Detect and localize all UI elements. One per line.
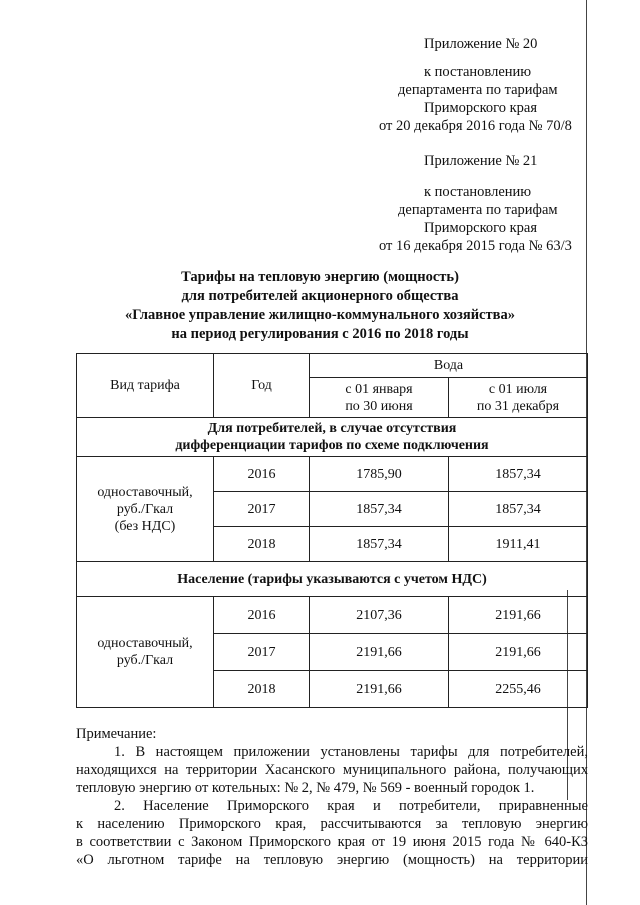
value-h1-cell: 2107,36 (310, 597, 449, 634)
appendix-20-line-1: к постановлению (424, 64, 532, 80)
table-row (77, 457, 588, 492)
value-h2-cell: 1911,41 (449, 527, 588, 562)
col-header-h2: с 01 июля по 31 декабря (449, 378, 588, 418)
value-h1-cell: 1857,34 (310, 527, 449, 562)
value-h2-cell: 2255,46 (449, 671, 588, 708)
header-row-1 (77, 354, 588, 378)
doc-title-line-2: для потребителей акционерного общества (181, 288, 459, 304)
doc-title-line-1: Тарифы на тепловую энергию (мощность) (181, 269, 459, 285)
col-header-h1: с 01 января по 30 июня (310, 378, 449, 418)
section-row-1 (77, 418, 588, 457)
appendix-21-line-3: Приморского края (424, 220, 538, 236)
value-h2-cell: 1857,34 (449, 492, 588, 527)
note-p2-line-4: «О льготном тарифе на тепловую энергию (мощность) на территории (76, 852, 588, 868)
appendix-21-line-1: к постановлению (424, 184, 532, 200)
tariff-type-cell: одноставочный, руб./Гкал (77, 597, 214, 708)
tariff-type-cell: одноставочный, руб./Гкал (без НДС) (77, 457, 214, 562)
doc-title-line-3: «Главное управление жилищно-коммунального хозяйства» (125, 307, 515, 323)
section-header-2: Население (тарифы указываются с учетом НДС) (77, 562, 588, 597)
note-p2-line-2: к населению Приморского края, рассчитываются за тепловую энергию (76, 816, 588, 832)
tariff-table (76, 353, 588, 708)
note-heading: Примечание: (76, 726, 157, 742)
year-cell: 2016 (214, 457, 310, 492)
year-cell: 2017 (214, 492, 310, 527)
table-row (77, 597, 588, 634)
section-header-1: Для потребителей, в случае отсутствия дифференциации тарифов по схеме подключения (77, 418, 588, 457)
appendix-20-line-3: Приморского края (424, 100, 538, 116)
value-h2-cell: 2191,66 (449, 634, 588, 671)
col-header-type: Вид тарифа (77, 354, 214, 418)
note-p2-line-3: в соответствии с Законом Приморского края от 19 июня 2015 года № 640-КЗ (76, 834, 588, 850)
appendix-21-line-2: департамента по тарифам (398, 202, 558, 218)
appendix-21-line-4: от 16 декабря 2015 года № 63/3 (379, 238, 572, 254)
appendix-20-title: Приложение № 20 (424, 36, 538, 52)
value-h2-cell: 2191,66 (449, 597, 588, 634)
value-h1-cell: 1857,34 (310, 492, 449, 527)
year-cell: 2017 (214, 634, 310, 671)
note-p2-line-1: 2. Население Приморского края и потребители, приравненные (114, 798, 588, 814)
note-p1-line-1: 1. В настоящем приложении установлены тарифы для потребителей, (114, 744, 588, 760)
value-h1-cell: 1785,90 (310, 457, 449, 492)
col-header-water: Вода (310, 354, 588, 378)
appendix-21-title: Приложение № 21 (424, 153, 538, 169)
value-h1-cell: 2191,66 (310, 671, 449, 708)
note-p1-line-2: находящихся на территории Хасанского муниципального района, получающих (76, 762, 588, 778)
appendix-20-line-4: от 20 декабря 2016 года № 70/8 (379, 118, 572, 134)
doc-title-line-4: на период регулирования с 2016 по 2018 годы (171, 326, 469, 342)
section-row-2 (77, 562, 588, 597)
year-cell: 2018 (214, 671, 310, 708)
year-cell: 2018 (214, 527, 310, 562)
year-cell: 2016 (214, 597, 310, 634)
col-header-year: Год (214, 354, 310, 418)
note-p1-line-3: тепловую энергию от котельных: № 2, № 479, № 569 - военный городок 1. (76, 780, 535, 796)
value-h1-cell: 2191,66 (310, 634, 449, 671)
value-h2-cell: 1857,34 (449, 457, 588, 492)
appendix-20-line-2: департамента по тарифам (398, 82, 558, 98)
